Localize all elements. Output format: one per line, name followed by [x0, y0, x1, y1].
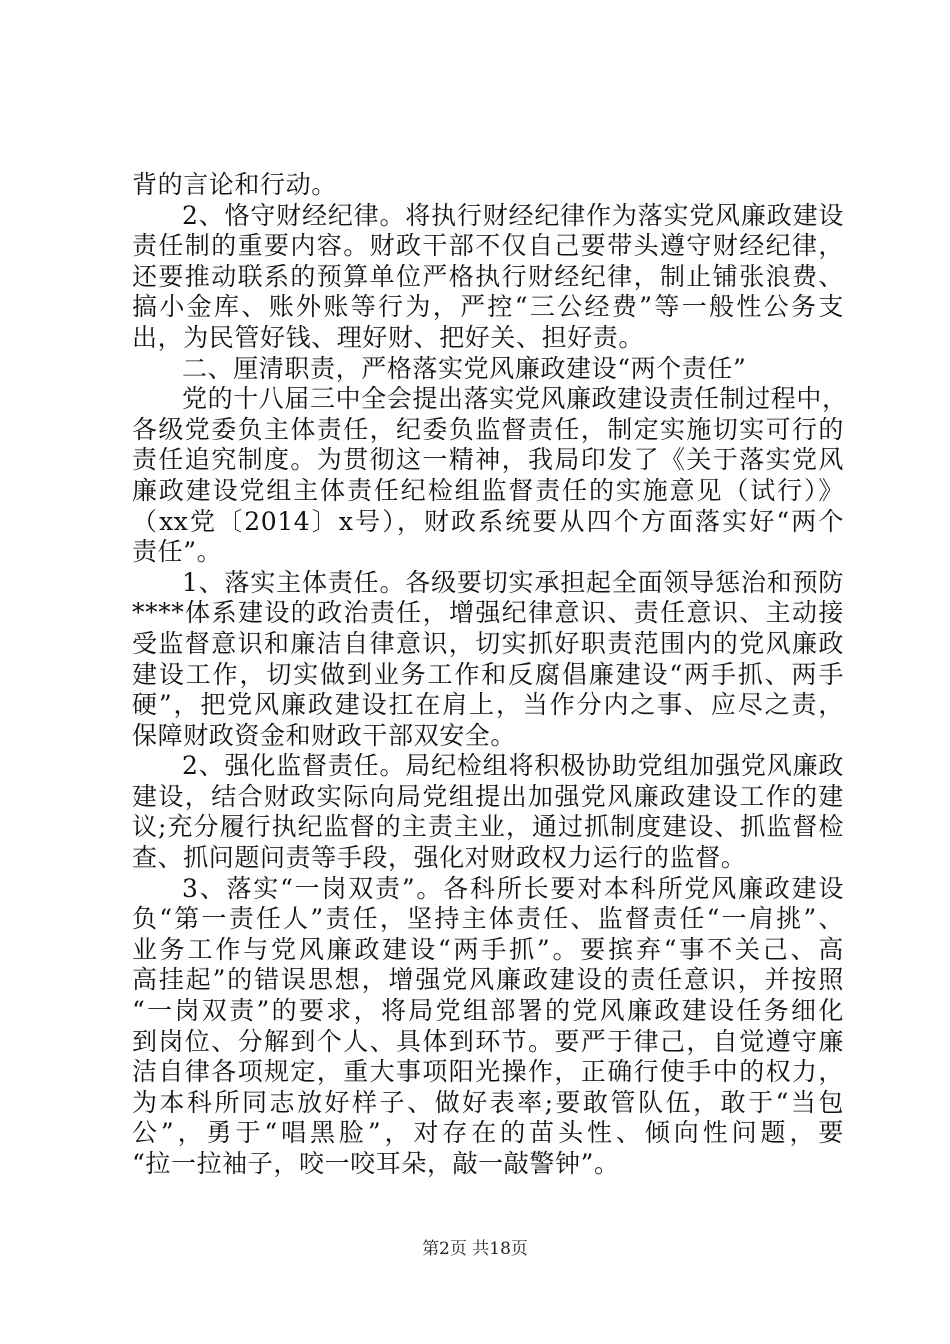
text-line: 议;充分履行执纪监督的主责主业，通过抓制度建设、抓监督检 [132, 812, 844, 842]
text-line: 洁自律各项规定，重大事项阳光操作，正确行使手中的权力， [132, 1057, 844, 1087]
text-line: 受监督意识和廉洁自律意识，切实抓好职责范围内的党风廉政 [132, 628, 844, 658]
paragraph [132, 354, 844, 385]
text-line: 高挂起”的错误思想，增强党风廉政建设的责任意识，并按照 [132, 965, 844, 995]
text-line: 保障财政资金和财政干部双安全。 [132, 720, 517, 750]
text-line: “拉一拉袖子，咬一咬耳朵，敲一敲警钟”。 [132, 1149, 620, 1178]
paragraph [132, 874, 844, 1180]
page-footer [0, 1238, 950, 1260]
page-number-label: 第2页 共18页 [422, 1239, 528, 1259]
text-line: 各级党委负主体责任，纪委负监督责任，制定实施切实可行的 [132, 414, 844, 444]
text-line: 二、厘清职责，严格落实党风廉政建设“两个责任” [182, 353, 747, 383]
text-line: 党的十八届三中全会提出落实党风廉政建设责任制过程中， [182, 384, 848, 414]
text-line: 建设工作，切实做到业务工作和反腐倡廉建设“两手抓、两手 [132, 659, 844, 689]
text-line: 1、落实主体责任。各级要切实承担起全面领导惩治和预防 [182, 567, 844, 597]
text-line: 业务工作与党风廉政建设“两手抓”。要摈弃“事不关己、高 [132, 934, 844, 964]
paragraph [132, 201, 844, 354]
text-line: 到岗位、分解到个人、具体到环节。要严于律己，自觉遵守廉 [132, 1026, 844, 1056]
text-line: 还要推动联系的预算单位严格执行财经纪律，制止铺张浪费、 [132, 261, 844, 291]
text-line: 出，为民管好钱、理好财、把好关、担好责。 [132, 322, 645, 352]
text-line: 建设，结合财政实际向局党组提出加强党风廉政建设工作的建 [132, 781, 844, 811]
text-line: 背的言论和行动。 [132, 170, 337, 199]
text-line: 硬”，把党风廉政建设扛在肩上，当作分内之事、应尽之责， [132, 690, 844, 720]
paragraph [132, 170, 844, 201]
text-line: （xx党〔2014〕x号），财政系统要从四个方面落实好“两个 [132, 506, 844, 536]
text-line: 查、抓问题问责等手段，强化对财政权力运行的监督。 [132, 843, 747, 873]
document-body [132, 170, 848, 1180]
text-line: 3、落实“一岗双责”。各科所长要对本科所党风廉政建设 [182, 873, 844, 903]
text-line: 为本科所同志放好样子、做好表率;要敢管队伍，敢于“当包 [132, 1087, 844, 1117]
text-line: 责任追究制度。为贯彻这一精神，我局印发了《关于落实党风 [132, 445, 844, 475]
text-line: 负“第一责任人”责任，坚持主体责任、监督责任“一肩挑”、 [132, 904, 844, 934]
paragraph [132, 384, 848, 568]
text-line: 搞小金库、账外账等行为，严控“三公经费”等一般性公务支 [132, 292, 844, 322]
text-line: 公”，勇于“唱黑脸”，对存在的苗头性、倾向性问题，要 [132, 1118, 844, 1148]
text-line: 廉政建设党组主体责任纪检组监督责任的实施意见（试行）》 [132, 475, 844, 505]
text-line: 责任制的重要内容。财政干部不仅自己要带头遵守财经纪律， [132, 231, 844, 261]
paragraph [132, 751, 844, 873]
text-line: ****体系建设的政治责任，增强纪律意识、责任意识、主动接 [132, 598, 844, 628]
text-line: 2、恪守财经纪律。将执行财经纪律作为落实党风廉政建设 [182, 200, 844, 230]
text-line: “一岗双责”的要求，将局党组部署的党风廉政建设任务细化 [132, 996, 844, 1026]
paragraph [132, 568, 844, 752]
text-line: 2、强化监督责任。局纪检组将积极协助党组加强党风廉政 [182, 751, 844, 781]
text-line: 责任”。 [132, 537, 223, 567]
